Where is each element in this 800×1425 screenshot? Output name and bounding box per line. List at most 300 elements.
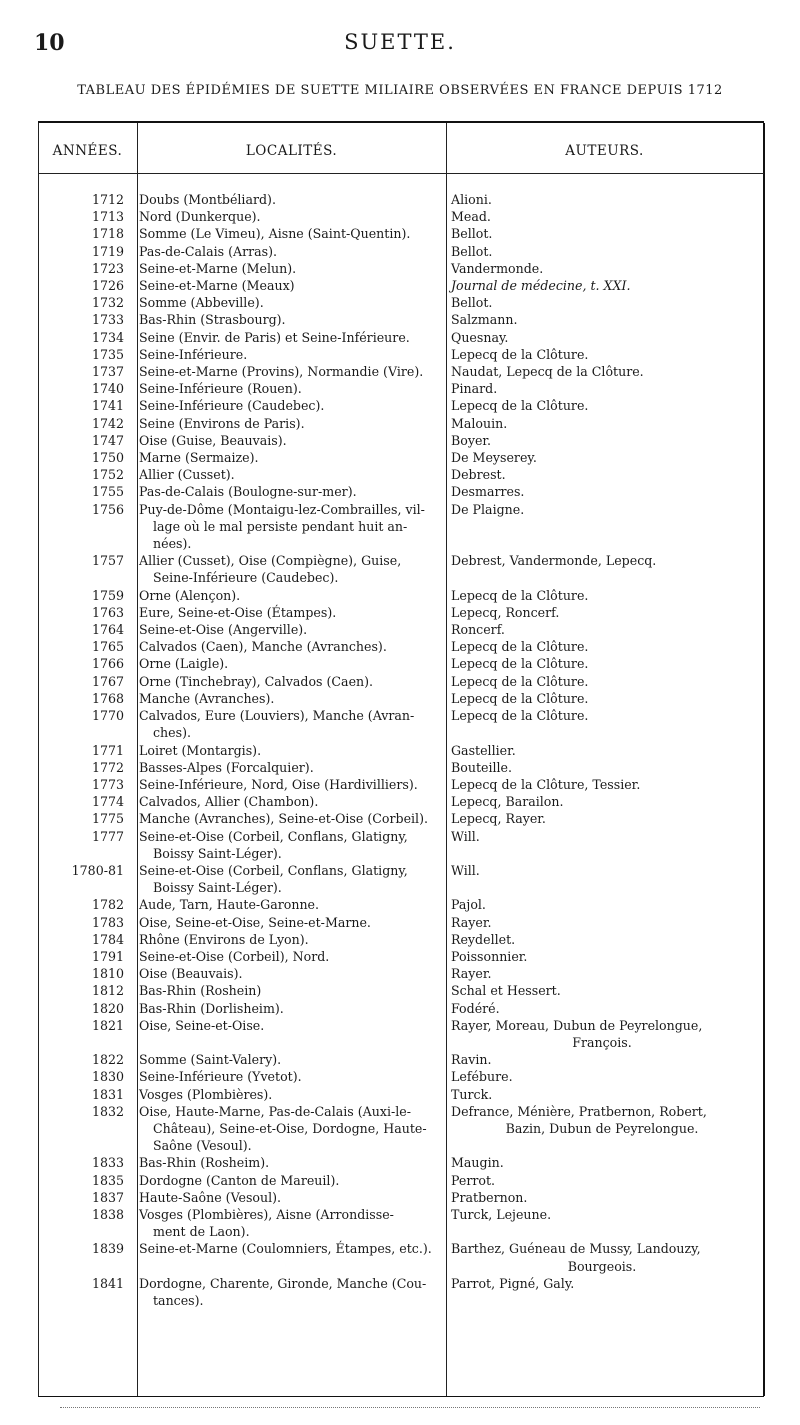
author-cell xyxy=(441,1068,753,1085)
table-row xyxy=(38,793,764,810)
table-row xyxy=(38,931,764,948)
year-cell: 1782 xyxy=(91,897,124,913)
author-cell xyxy=(441,828,753,845)
table-row xyxy=(38,673,764,690)
place-cell xyxy=(133,294,441,311)
author-cell xyxy=(441,673,753,690)
year-cell: 1812 xyxy=(91,983,124,999)
table-row xyxy=(38,243,764,260)
table-row xyxy=(38,742,764,759)
column-header-places: LOCALITÉS. xyxy=(245,143,338,159)
year-cell: 1820 xyxy=(91,1000,124,1016)
author-cell xyxy=(441,1275,753,1292)
place-line: Seine-et-Oise (Corbeil, Conflans, Glatigny, xyxy=(139,862,408,878)
place-line: Nord (Dunkerque). xyxy=(139,209,261,225)
author-line: Debrest. xyxy=(451,467,506,483)
year-cell: 1740 xyxy=(91,381,124,397)
table-bottom-rule xyxy=(38,1396,764,1397)
column-header-authors: AUTEURS. xyxy=(565,143,644,159)
table-row xyxy=(38,776,764,793)
place-line: Marne (Sermaize). xyxy=(139,450,259,466)
place-line: Pas-de-Calais (Arras). xyxy=(139,243,278,259)
place-cell xyxy=(133,191,441,208)
author-line: Boyer. xyxy=(451,432,492,448)
table-row xyxy=(38,621,764,638)
table-row xyxy=(38,260,764,277)
author-line: Bazin, Dubun de Peyrelongue. xyxy=(505,1120,699,1136)
year-cell: 1712 xyxy=(91,192,124,207)
author-cell xyxy=(441,1017,753,1051)
author-line: Schal et Hessert. xyxy=(451,983,561,999)
author-cell xyxy=(441,432,753,449)
place-line: Calvados (Caen), Manche (Avranches). xyxy=(139,639,387,655)
place-line: Orne (Alençon). xyxy=(139,587,241,603)
place-line: Basses-Alpes (Forcalquier). xyxy=(139,759,314,775)
table-row xyxy=(38,432,764,449)
place-line: Oise, Haute-Marne, Pas-de-Calais (Auxi-le- xyxy=(139,1103,411,1119)
place-line: Rhône (Environs de Lyon). xyxy=(139,931,309,947)
place-cell xyxy=(133,329,441,346)
author-line: Lepecq de la Clôture. xyxy=(451,639,589,655)
author-cell xyxy=(441,982,753,999)
author-line: Lepecq de la Clôture. xyxy=(451,708,589,724)
year-cell: 1838 xyxy=(91,1206,124,1222)
year-cell: 1770 xyxy=(91,708,124,724)
place-cell xyxy=(133,621,441,638)
author-line: Naudat, Lepecq de la Clôture. xyxy=(451,364,644,380)
table-row xyxy=(38,501,764,553)
place-cell xyxy=(133,260,441,277)
place-cell xyxy=(133,828,441,862)
table-row xyxy=(38,965,764,982)
place-line: Somme (Abbeville). xyxy=(139,295,264,311)
year-cell: 1713 xyxy=(91,209,124,225)
table-row xyxy=(38,1189,764,1206)
author-line: Quesnay. xyxy=(451,329,509,345)
author-cell xyxy=(441,363,753,380)
place-line: Orne (Tinchebray), Calvados (Caen). xyxy=(139,673,374,689)
author-line: Malouin. xyxy=(451,415,508,431)
author-cell xyxy=(441,707,753,724)
author-line: Fodéré. xyxy=(451,1000,500,1016)
place-cell xyxy=(133,208,441,225)
place-line: Seine-et-Oise (Angerville). xyxy=(139,622,308,638)
author-line: Maugin. xyxy=(451,1155,504,1171)
author-line: De Plaigne. xyxy=(451,501,525,517)
author-cell xyxy=(441,776,753,793)
table-row xyxy=(38,552,764,586)
year-cell: 1773 xyxy=(91,776,124,792)
author-cell xyxy=(441,810,753,827)
place-line: Manche (Avranches). xyxy=(139,690,275,706)
place-line: Seine-Inférieure (Yvetot). xyxy=(139,1069,302,1085)
author-line: Bourgeois. xyxy=(567,1258,637,1274)
table-row xyxy=(38,1017,764,1051)
author-line: Lepecq, Roncerf. xyxy=(451,604,560,620)
year-cell: 1771 xyxy=(91,742,124,758)
year-cell: 1759 xyxy=(91,587,124,603)
table-row xyxy=(38,828,764,862)
place-line: Seine-Inférieure, Nord, Oise (Hardivilliers). xyxy=(139,776,418,792)
place-line: ment de Laon). xyxy=(153,1224,250,1240)
author-cell xyxy=(441,277,753,294)
author-cell xyxy=(441,862,753,879)
author-line: Desmarres. xyxy=(451,484,525,500)
place-line: Allier (Cusset). xyxy=(139,467,235,483)
place-cell xyxy=(133,896,441,913)
footer-dotted-rule xyxy=(60,1407,760,1412)
author-cell xyxy=(441,1240,753,1274)
author-line: François. xyxy=(572,1034,632,1050)
place-cell xyxy=(133,346,441,363)
table-row xyxy=(38,397,764,414)
place-line: tances). xyxy=(153,1293,204,1308)
author-line: Pajol. xyxy=(451,897,486,913)
author-cell xyxy=(441,896,753,913)
author-line: Bellot. xyxy=(451,295,493,311)
author-cell xyxy=(441,1051,753,1068)
place-cell xyxy=(133,982,441,999)
author-cell xyxy=(441,655,753,672)
year-cell: 1733 xyxy=(91,312,124,328)
place-line: Aude, Tarn, Haute-Garonne. xyxy=(139,897,320,913)
year-cell: 1772 xyxy=(91,759,124,775)
place-cell xyxy=(133,1275,441,1309)
table-row xyxy=(38,1086,764,1103)
author-cell xyxy=(441,243,753,260)
author-cell xyxy=(441,965,753,982)
table-row xyxy=(38,638,764,655)
place-line: Oise (Beauvais). xyxy=(139,966,243,982)
place-line: Calvados, Eure (Louviers), Manche (Avran- xyxy=(139,708,415,724)
place-cell xyxy=(133,415,441,432)
year-cell: 1835 xyxy=(91,1172,124,1188)
place-line: Dordogne, Charente, Gironde, Manche (Cou- xyxy=(139,1275,427,1291)
author-cell xyxy=(441,294,753,311)
author-line: Lepecq de la Clôture. xyxy=(451,587,589,603)
place-line: Orne (Laigle). xyxy=(139,656,229,672)
table-row xyxy=(38,380,764,397)
table-row xyxy=(38,346,764,363)
place-line: Seine-et-Oise (Corbeil), Nord. xyxy=(139,948,330,964)
year-cell: 1822 xyxy=(91,1052,124,1068)
place-cell xyxy=(133,225,441,242)
place-line: Vosges (Plombières), Aisne (Arrondisse- xyxy=(139,1206,394,1222)
column-header-years: ANNÉES. xyxy=(52,143,123,159)
author-line: Will. xyxy=(451,828,480,844)
author-cell xyxy=(441,346,753,363)
year-cell: 1768 xyxy=(91,690,124,706)
year-cell: 1841 xyxy=(91,1275,124,1291)
table-row xyxy=(38,1103,764,1155)
place-cell xyxy=(133,363,441,380)
place-cell xyxy=(133,1068,441,1085)
author-cell xyxy=(441,638,753,655)
author-line: Rayer. xyxy=(451,966,492,982)
table-row xyxy=(38,690,764,707)
year-cell: 1775 xyxy=(91,811,124,827)
place-cell xyxy=(133,449,441,466)
author-cell xyxy=(441,552,753,569)
place-line: Seine-et-Marne (Meaux) xyxy=(139,278,295,294)
place-line: Dordogne (Canton de Mareuil). xyxy=(139,1172,340,1188)
author-cell xyxy=(441,621,753,638)
year-cell: 1837 xyxy=(91,1189,124,1205)
table-row xyxy=(38,208,764,225)
author-cell xyxy=(441,329,753,346)
author-line: Poissonnier. xyxy=(451,948,528,964)
author-cell xyxy=(441,397,753,414)
year-cell: 1830 xyxy=(91,1069,124,1085)
place-line: Somme (Saint-Valery). xyxy=(139,1052,282,1068)
table-row xyxy=(38,1051,764,1068)
place-cell xyxy=(133,1240,441,1257)
author-cell xyxy=(441,1103,753,1137)
place-cell xyxy=(133,311,441,328)
place-cell xyxy=(133,243,441,260)
author-line: Salzmann. xyxy=(451,312,518,328)
place-line: nées). xyxy=(153,536,192,552)
header-rule xyxy=(38,173,764,174)
year-cell: 1726 xyxy=(91,278,124,294)
author-line: Lepecq de la Clôture. xyxy=(451,673,589,689)
year-cell: 1755 xyxy=(91,484,124,500)
table-row xyxy=(38,982,764,999)
author-line: Lepecq de la Clôture. xyxy=(451,690,589,706)
page-number: 10 xyxy=(34,30,65,56)
author-line: Perrot. xyxy=(451,1172,496,1188)
place-line: Eure, Seine-et-Oise (Étampes). xyxy=(139,604,337,620)
year-cell: 1831 xyxy=(91,1086,124,1102)
author-line: Ravin. xyxy=(451,1052,492,1068)
author-line: Will. xyxy=(451,862,480,878)
author-line: De Meyserey. xyxy=(451,450,537,466)
table-row xyxy=(38,329,764,346)
place-line: Somme (Le Vimeu), Aisne (Saint-Quentin). xyxy=(139,226,411,242)
place-line: Doubs (Montbéliard). xyxy=(139,192,276,207)
author-line: Gastellier. xyxy=(451,742,516,758)
place-line: Seine-Inférieure (Caudebec). xyxy=(153,570,339,586)
year-cell: 1718 xyxy=(91,226,124,242)
table-top-rule xyxy=(38,121,764,123)
table-row xyxy=(38,1000,764,1017)
year-cell: 1757 xyxy=(91,553,124,569)
year-cell: 1767 xyxy=(91,673,124,689)
author-line: Vandermonde. xyxy=(451,260,544,276)
place-line: Boissy Saint-Léger). xyxy=(153,880,282,896)
place-cell xyxy=(133,1086,441,1103)
author-line: Pratbernon. xyxy=(451,1189,528,1205)
author-line: Roncerf. xyxy=(451,622,505,638)
place-cell xyxy=(133,914,441,931)
author-cell xyxy=(441,449,753,466)
author-line: Pinard. xyxy=(451,381,498,397)
author-cell xyxy=(441,1000,753,1017)
year-cell: 1719 xyxy=(91,243,124,259)
year-cell: 1734 xyxy=(91,329,124,345)
author-cell xyxy=(441,604,753,621)
place-cell xyxy=(133,1206,441,1240)
year-cell: 1764 xyxy=(91,622,124,638)
place-cell xyxy=(133,759,441,776)
table-row xyxy=(38,483,764,500)
year-cell: 1765 xyxy=(91,639,124,655)
place-cell xyxy=(133,380,441,397)
year-cell: 1774 xyxy=(91,794,124,810)
place-cell xyxy=(133,552,441,586)
table-row xyxy=(38,896,764,913)
place-line: Seine-et-Marne (Provins), Normandie (Vire). xyxy=(139,364,424,380)
table-row xyxy=(38,1154,764,1171)
place-line: Seine-et-Marne (Coulomniers, Étampes, etc.). xyxy=(139,1241,432,1257)
year-cell: 1821 xyxy=(91,1017,124,1033)
place-cell xyxy=(133,793,441,810)
place-cell xyxy=(133,862,441,896)
author-cell xyxy=(441,415,753,432)
year-cell: 1742 xyxy=(91,415,124,431)
author-cell xyxy=(441,690,753,707)
author-cell xyxy=(441,759,753,776)
place-cell xyxy=(133,965,441,982)
author-line: Turck, Lejeune. xyxy=(451,1206,552,1222)
place-cell xyxy=(133,931,441,948)
place-cell xyxy=(133,1189,441,1206)
author-cell xyxy=(441,1206,753,1223)
author-line: Rayer. xyxy=(451,914,492,930)
year-cell: 1766 xyxy=(91,656,124,672)
place-line: Seine-Inférieure. xyxy=(139,346,248,362)
table-row xyxy=(38,604,764,621)
year-cell: 1832 xyxy=(91,1103,124,1119)
year-cell: 1791 xyxy=(91,948,124,964)
author-cell xyxy=(441,914,753,931)
author-line: Journal de médecine, t. XXI. xyxy=(451,278,631,294)
place-line: Calvados, Allier (Chambon). xyxy=(139,794,319,810)
place-cell xyxy=(133,587,441,604)
place-cell xyxy=(133,1051,441,1068)
table-row xyxy=(38,1068,764,1085)
table-row xyxy=(38,191,764,208)
table-row xyxy=(38,449,764,466)
author-line: Debrest, Vandermonde, Lepecq. xyxy=(451,553,657,569)
author-line: Bouteille. xyxy=(451,759,513,775)
author-cell xyxy=(441,501,753,518)
author-cell xyxy=(441,793,753,810)
place-line: Loiret (Montargis). xyxy=(139,742,262,758)
place-line: Boissy Saint-Léger). xyxy=(153,845,282,861)
author-line: Lepecq de la Clôture, Tessier. xyxy=(451,776,641,792)
place-cell xyxy=(133,1017,441,1034)
author-line: Bellot. xyxy=(451,243,493,259)
place-line: Puy-de-Dôme (Montaigu-lez-Combrailles, vil- xyxy=(139,501,425,517)
table-row xyxy=(38,363,764,380)
place-line: Bas-Rhin (Strasbourg). xyxy=(139,312,286,328)
place-cell xyxy=(133,432,441,449)
place-line: Oise, Seine-et-Oise, Seine-et-Marne. xyxy=(139,914,371,930)
year-cell: 1737 xyxy=(91,364,124,380)
place-line: ches). xyxy=(153,725,191,741)
place-line: Bas-Rhin (Roshein) xyxy=(139,983,262,999)
author-cell xyxy=(441,1154,753,1171)
running-title: SUETTE. xyxy=(344,30,456,54)
place-line: Bas-Rhin (Rosheim). xyxy=(139,1155,270,1171)
place-line: Vosges (Plombières). xyxy=(139,1086,273,1102)
place-cell xyxy=(133,673,441,690)
place-line: Seine-et-Oise (Corbeil, Conflans, Glatigny, xyxy=(139,828,408,844)
place-cell xyxy=(133,948,441,965)
year-cell: 1833 xyxy=(91,1155,124,1171)
table-row xyxy=(38,1240,764,1274)
year-cell: 1756 xyxy=(91,501,124,517)
author-line: Turck. xyxy=(451,1086,493,1102)
year-cell: 1741 xyxy=(91,398,124,414)
author-line: Mead. xyxy=(451,209,491,225)
place-line: Bas-Rhin (Dorlisheim). xyxy=(139,1000,284,1016)
epidemics-table-body xyxy=(38,191,764,1309)
table-row xyxy=(38,914,764,931)
place-cell xyxy=(133,466,441,483)
table-row xyxy=(38,1275,764,1309)
author-line: Parrot, Pigné, Galy. xyxy=(451,1275,575,1291)
place-line: Seine-Inférieure (Rouen). xyxy=(139,381,302,397)
place-cell xyxy=(133,501,441,553)
place-cell xyxy=(133,810,441,827)
table-row xyxy=(38,294,764,311)
place-line: Seine-et-Marne (Melun). xyxy=(139,260,297,276)
year-cell: 1780-81 xyxy=(71,862,124,878)
author-line: Alioni. xyxy=(451,192,492,207)
place-cell xyxy=(133,277,441,294)
place-cell xyxy=(133,690,441,707)
year-cell: 1735 xyxy=(91,346,124,362)
table-row xyxy=(38,707,764,741)
author-line: Reydellet. xyxy=(451,931,516,947)
place-line: Seine (Envir. de Paris) et Seine-Inférieure. xyxy=(139,329,410,345)
table-row xyxy=(38,225,764,242)
author-line: Lepecq, Rayer. xyxy=(451,811,546,827)
author-line: Lepecq de la Clôture. xyxy=(451,656,589,672)
author-cell xyxy=(441,380,753,397)
author-cell xyxy=(441,948,753,965)
author-cell xyxy=(441,587,753,604)
year-cell: 1810 xyxy=(91,966,124,982)
place-cell xyxy=(133,604,441,621)
author-cell xyxy=(441,260,753,277)
place-line: Pas-de-Calais (Boulogne-sur-mer). xyxy=(139,484,357,500)
author-cell xyxy=(441,208,753,225)
place-line: Seine (Environs de Paris). xyxy=(139,415,305,431)
author-line: Rayer, Moreau, Dubun de Peyrelongue, xyxy=(451,1017,703,1033)
year-cell: 1763 xyxy=(91,604,124,620)
author-line: Lepecq de la Clôture. xyxy=(451,398,589,414)
table-row xyxy=(38,810,764,827)
year-cell: 1752 xyxy=(91,467,124,483)
author-cell xyxy=(441,1086,753,1103)
place-cell xyxy=(133,483,441,500)
author-line: Lepecq, Barailon. xyxy=(451,794,564,810)
place-line: Seine-Inférieure (Caudebec). xyxy=(139,398,325,414)
author-cell xyxy=(441,483,753,500)
place-line: Allier (Cusset), Oise (Compiègne), Guise, xyxy=(139,553,402,569)
year-cell: 1750 xyxy=(91,450,124,466)
table-row xyxy=(38,948,764,965)
place-line: Château), Seine-et-Oise, Dordogne, Haute- xyxy=(153,1120,427,1136)
author-line: Lepecq de la Clôture. xyxy=(451,346,589,362)
table-row xyxy=(38,587,764,604)
table-row xyxy=(38,1172,764,1189)
table-row xyxy=(38,466,764,483)
place-cell xyxy=(133,742,441,759)
